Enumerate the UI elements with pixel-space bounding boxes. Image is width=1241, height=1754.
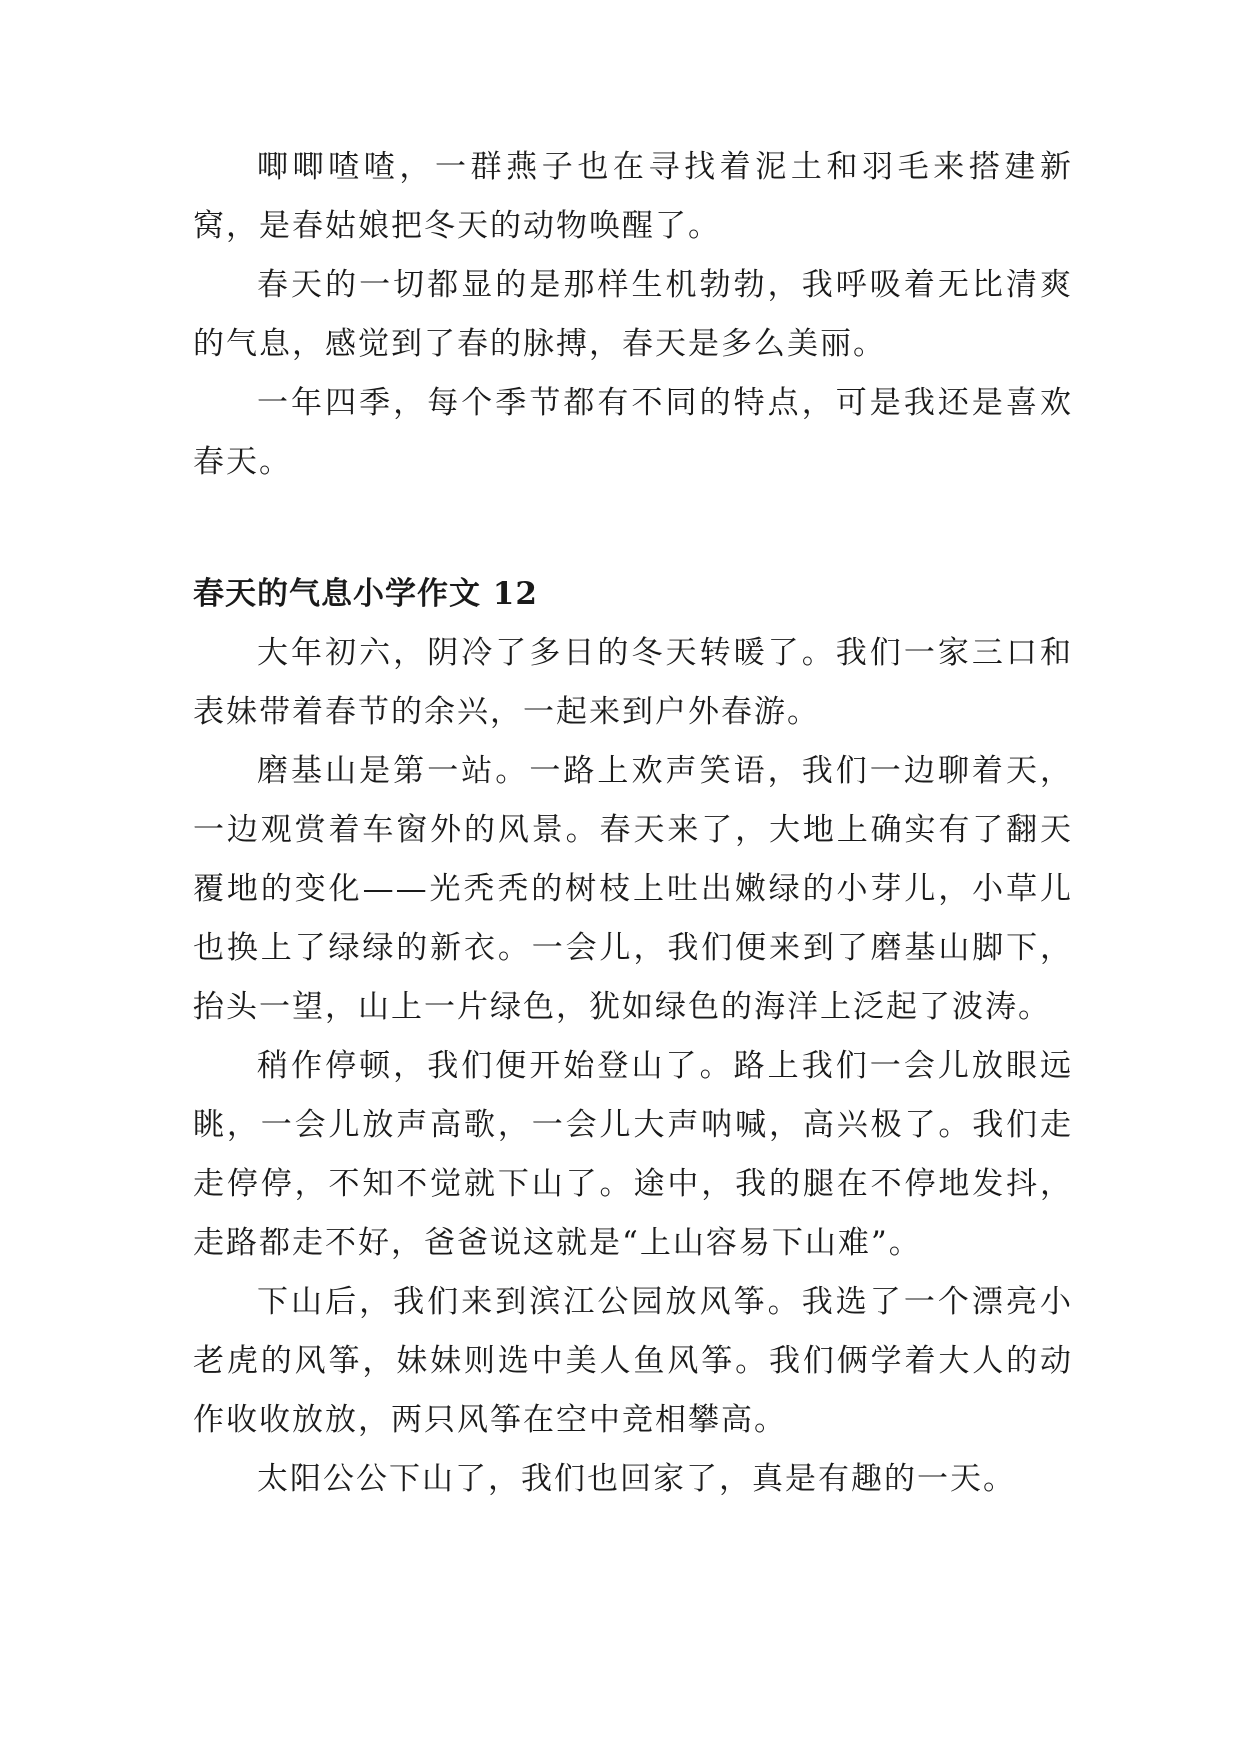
paragraph: 春天的一切都显的是那样生机勃勃，我呼吸着无比清爽的气息，感觉到了春的脉搏，春天是多么美丽。	[193, 267, 1073, 362]
paragraph: 大年初六，阴冷了多日的冬天转暖了。我们一家三口和表妹带着春节的余兴，一起来到户外春游。	[193, 635, 1073, 730]
section-title: 春天的气息小学作文 12	[193, 576, 538, 612]
paragraph: 太阳公公下山了，我们也回家了，真是有趣的一天。	[257, 1461, 1016, 1497]
paragraph: 磨基山是第一站。一路上欢声笑语，我们一边聊着天，一边观赏着车窗外的风景。春天来了，大地上确实有了翻天覆地的变化——光秃秃的树枝上吐出嫩绿的小芽儿，小草儿也换上了绿绿的新衣。一会儿，我们便来到了磨基山脚下，抬头一望，山上一片绿色，犹如绿色的海洋上泛起了波涛。	[193, 753, 1073, 1025]
essay-section	[193, 565, 1073, 1509]
paragraph: 稍作停顿，我们便开始登山了。路上我们一会儿放眼远眺，一会儿放声高歌，一会儿大声呐喊，高兴极了。我们走走停停，不知不觉就下山了。途中，我的腿在不停地发抖，走路都走不好，爸爸说这就是“上山容易下山难”。	[193, 1048, 1073, 1261]
top-text-block	[193, 138, 1073, 492]
paragraph: 唧唧喳喳，一群燕子也在寻找着泥土和羽毛来搭建新窝，是春姑娘把冬天的动物唤醒了。	[193, 149, 1073, 244]
paragraph: 一年四季，每个季节都有不同的特点，可是我还是喜欢春天。	[193, 385, 1073, 480]
paragraph: 下山后，我们来到滨江公园放风筝。我选了一个漂亮小老虎的风筝，妹妹则选中美人鱼风筝。我们俩学着大人的动作收收放放，两只风筝在空中竞相攀高。	[193, 1284, 1073, 1438]
